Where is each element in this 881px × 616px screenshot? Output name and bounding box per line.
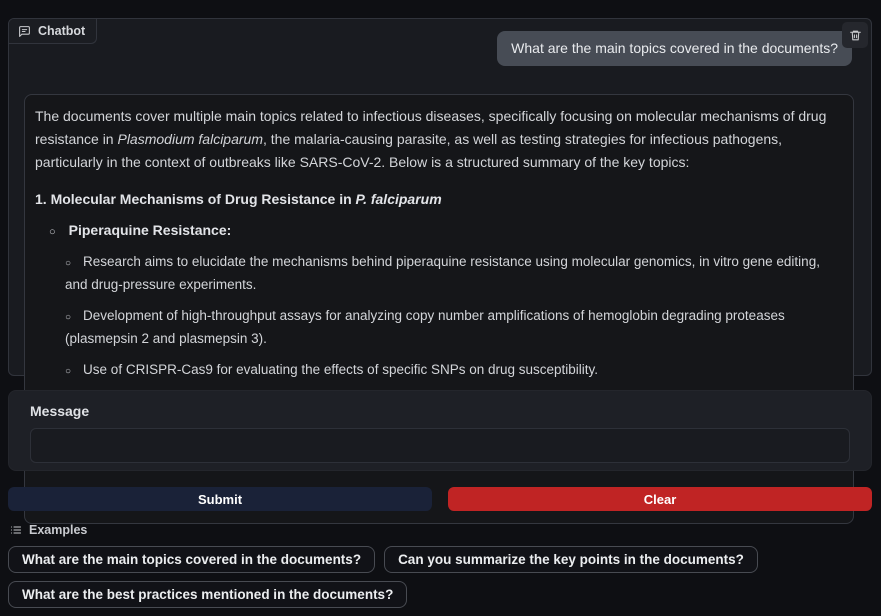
circle-bullet-icon [65, 362, 71, 377]
chatbot-label-text: Chatbot [38, 24, 86, 38]
clear-button[interactable]: Clear [448, 487, 872, 511]
example-button-2[interactable]: Can you summarize the key points in the documents? [384, 546, 758, 573]
chatbot-label [9, 19, 97, 44]
chatbot-panel [8, 18, 872, 376]
circle-bullet-icon [65, 308, 71, 323]
intro-text: The documents cover multiple main topics related to infectious diseases, specifically focusing on molecular mechanisms of drug resistance in [35, 108, 827, 147]
examples-label-text: Examples [29, 523, 88, 537]
chat-bubble-icon [18, 25, 31, 38]
heading-italic-species: P. falciparum [355, 191, 442, 207]
subtopic-label: Piperaquine Resistance: [68, 222, 232, 238]
intro-italic-species: Plasmodium falciparum [117, 131, 263, 147]
submit-button[interactable]: Submit [8, 487, 432, 511]
list-item [65, 359, 837, 382]
message-label: Message [30, 403, 90, 419]
circle-bullet-icon [49, 222, 56, 238]
example-button-1[interactable]: What are the main topics covered in the documents? [8, 546, 375, 573]
list-item-text: Research aims to elucidate the mechanisms behind piperaquine resistance using molecular genomics, in vitro gene editing, and drug-pressure experiments. [65, 254, 820, 292]
chat-messages[interactable] [9, 19, 871, 375]
bot-section-heading [35, 191, 837, 207]
list-icon [10, 524, 22, 536]
example-button-3[interactable]: What are the best practices mentioned in the documents? [8, 581, 407, 608]
bot-intro-paragraph [35, 105, 837, 174]
user-message: What are the main topics covered in the documents? [497, 31, 852, 66]
list-item-text: Use of CRISPR-Cas9 for evaluating the effects of specific SNPs on drug susceptibility. [83, 362, 599, 377]
trash-icon [849, 29, 862, 42]
circle-bullet-icon [65, 254, 71, 269]
message-input[interactable] [30, 428, 850, 463]
intro-text-continued: , the malaria-causing parasite, as well as testing strategies for infectious pathogens, particularly in the context of outbreaks like SARS-CoV-2. Below is a structured summary of the key topics: [35, 131, 783, 170]
clear-chat-button[interactable] [842, 22, 868, 48]
examples-list [8, 546, 874, 608]
list-item [65, 305, 837, 349]
heading-text: 1. Molecular Mechanisms of Drug Resistance in [35, 191, 356, 207]
list-item-text: Development of high-throughput assays for analyzing copy number amplifications of hemoglobin degrading proteases (plasmepsin 2 and plasmepsin 3). [65, 308, 785, 346]
list-item [65, 251, 837, 295]
bot-subtopic [35, 222, 837, 238]
action-button-row [8, 487, 872, 511]
examples-header [10, 523, 87, 537]
message-input-block [8, 390, 872, 471]
